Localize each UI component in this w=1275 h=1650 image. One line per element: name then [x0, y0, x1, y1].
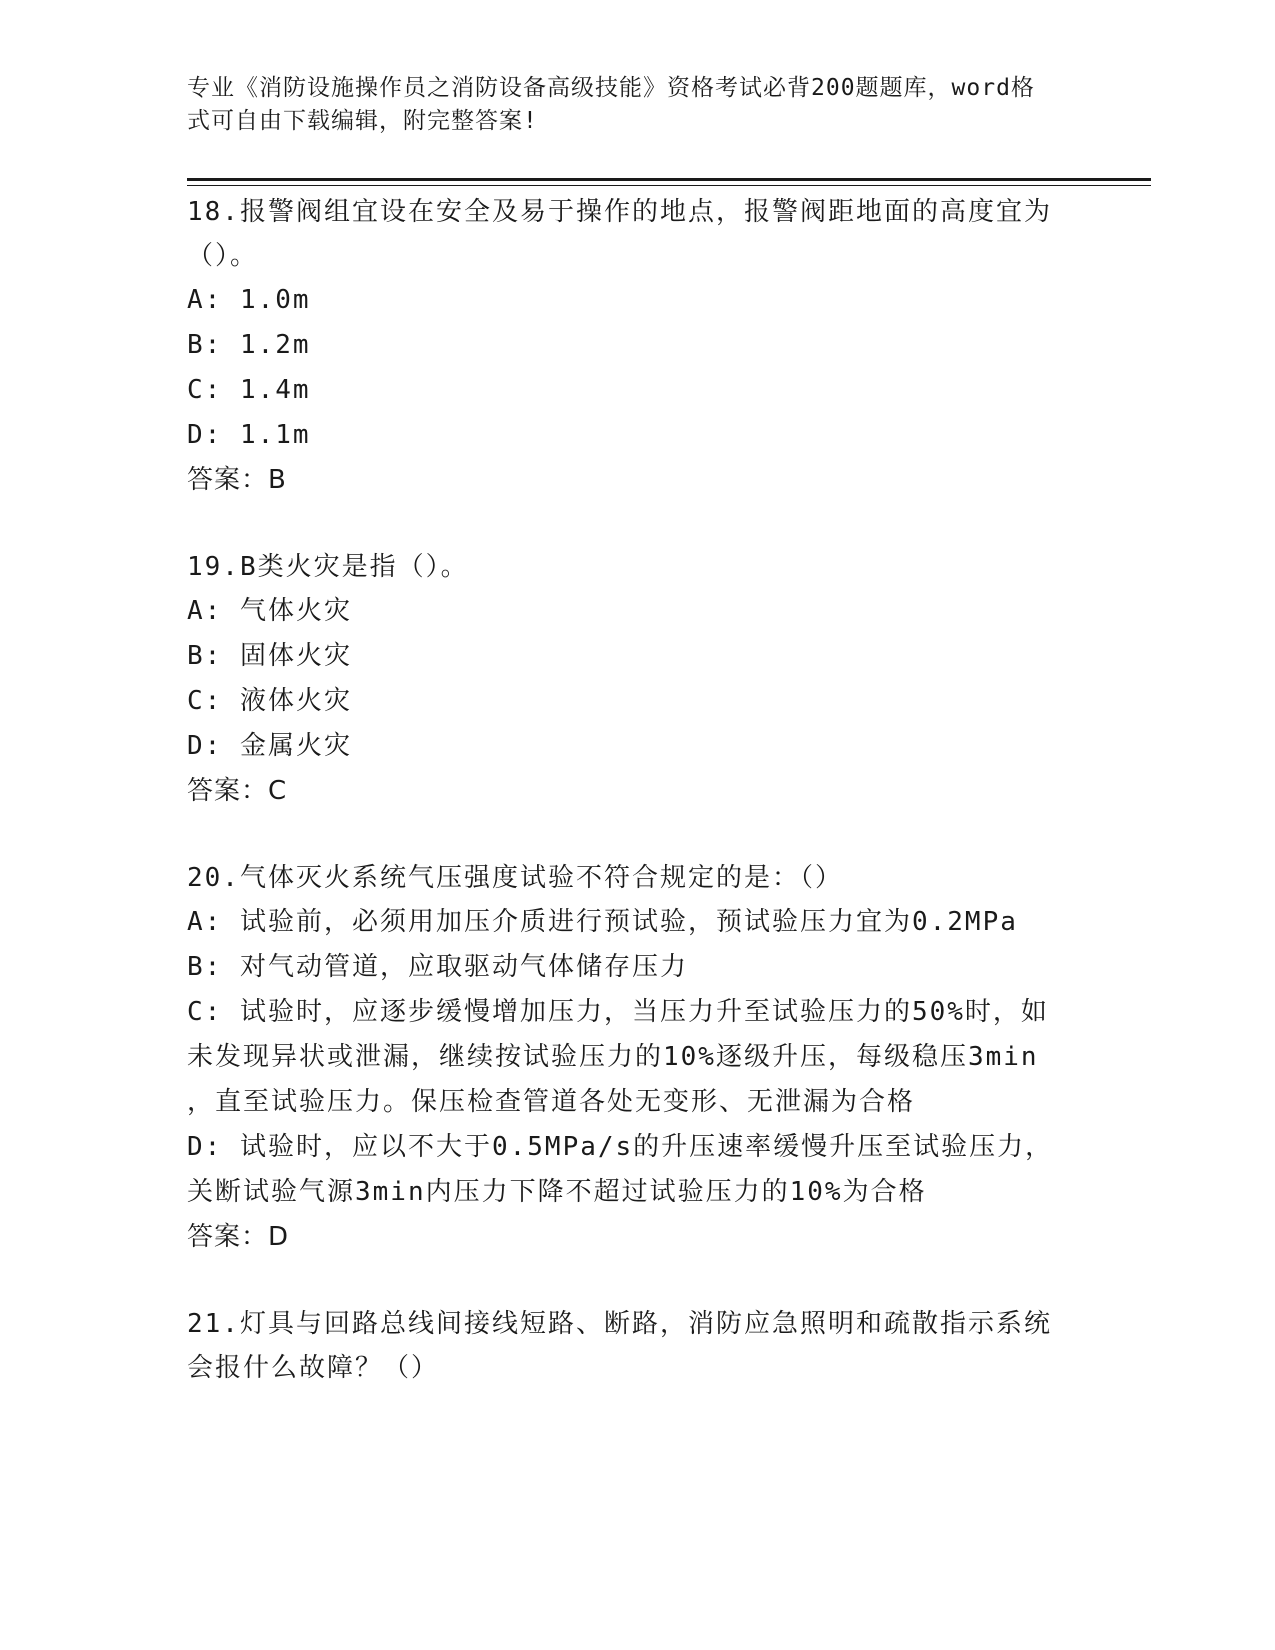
option-a: A: 气体火灾 — [187, 596, 352, 626]
option-d: D: 金属火灾 — [187, 731, 352, 761]
question-stem: 19.B类火灾是指（）。 — [187, 552, 469, 582]
question-19 — [187, 545, 1087, 813]
option-d-continued: 关断试验气源3min内压力下降不超过试验压力的10%为合格 — [187, 1177, 927, 1207]
question-stem: （）。 — [187, 241, 259, 271]
question-stem: 会报什么故障？（） — [187, 1353, 440, 1383]
option-c-continued: ，直至试验压力。保压检查管道各处无变形、无泄漏为合格 — [187, 1087, 916, 1117]
option-a: A: 1.0m — [187, 285, 311, 315]
header-divider-thin — [187, 185, 1151, 186]
option-c: C: 1.4m — [187, 375, 311, 405]
document-header — [187, 72, 1067, 138]
option-b: B: 对气动管道，应取驱动气体储存压力 — [187, 952, 688, 982]
question-stem: 18.报警阀组宜设在安全及易于操作的地点，报警阀距地面的高度宜为 — [187, 197, 1052, 227]
header-divider-thick — [187, 178, 1151, 181]
question-21 — [187, 1302, 1087, 1390]
question-18 — [187, 190, 1087, 502]
option-c-continued: 未发现异状或泄漏，继续按试验压力的10%逐级升压，每级稳压3min — [187, 1042, 1039, 1072]
answer: 答案：D — [187, 1222, 290, 1252]
option-d: D: 1.1m — [187, 420, 311, 450]
option-a: A: 试验前，必须用加压介质进行预试验，预试验压力宜为0.2MPa — [187, 907, 1018, 937]
question-20 — [187, 856, 1087, 1259]
option-b: B: 固体火灾 — [187, 641, 352, 671]
header-line-1: 专业《消防设施操作员之消防设备高级技能》资格考试必背200题题库，word格 — [187, 75, 1035, 101]
question-stem: 21.灯具与回路总线间接线短路、断路，消防应急照明和疏散指示系统 — [187, 1309, 1052, 1339]
answer: 答案：C — [187, 776, 288, 806]
option-c: C: 液体火灾 — [187, 686, 352, 716]
option-d: D: 试验时，应以不大于0.5MPa/s的升压速率缓慢升压至试验压力， — [187, 1132, 1054, 1162]
question-stem: 20.气体灭火系统气压强度试验不符合规定的是：（） — [187, 863, 843, 893]
option-c: C: 试验时，应逐步缓慢增加压力，当压力升至试验压力的50%时，如 — [187, 997, 1049, 1027]
answer: 答案：B — [187, 465, 287, 495]
question-list — [187, 190, 1087, 1433]
option-b: B: 1.2m — [187, 330, 311, 360]
header-line-2: 式可自由下载编辑，附完整答案! — [187, 108, 538, 134]
